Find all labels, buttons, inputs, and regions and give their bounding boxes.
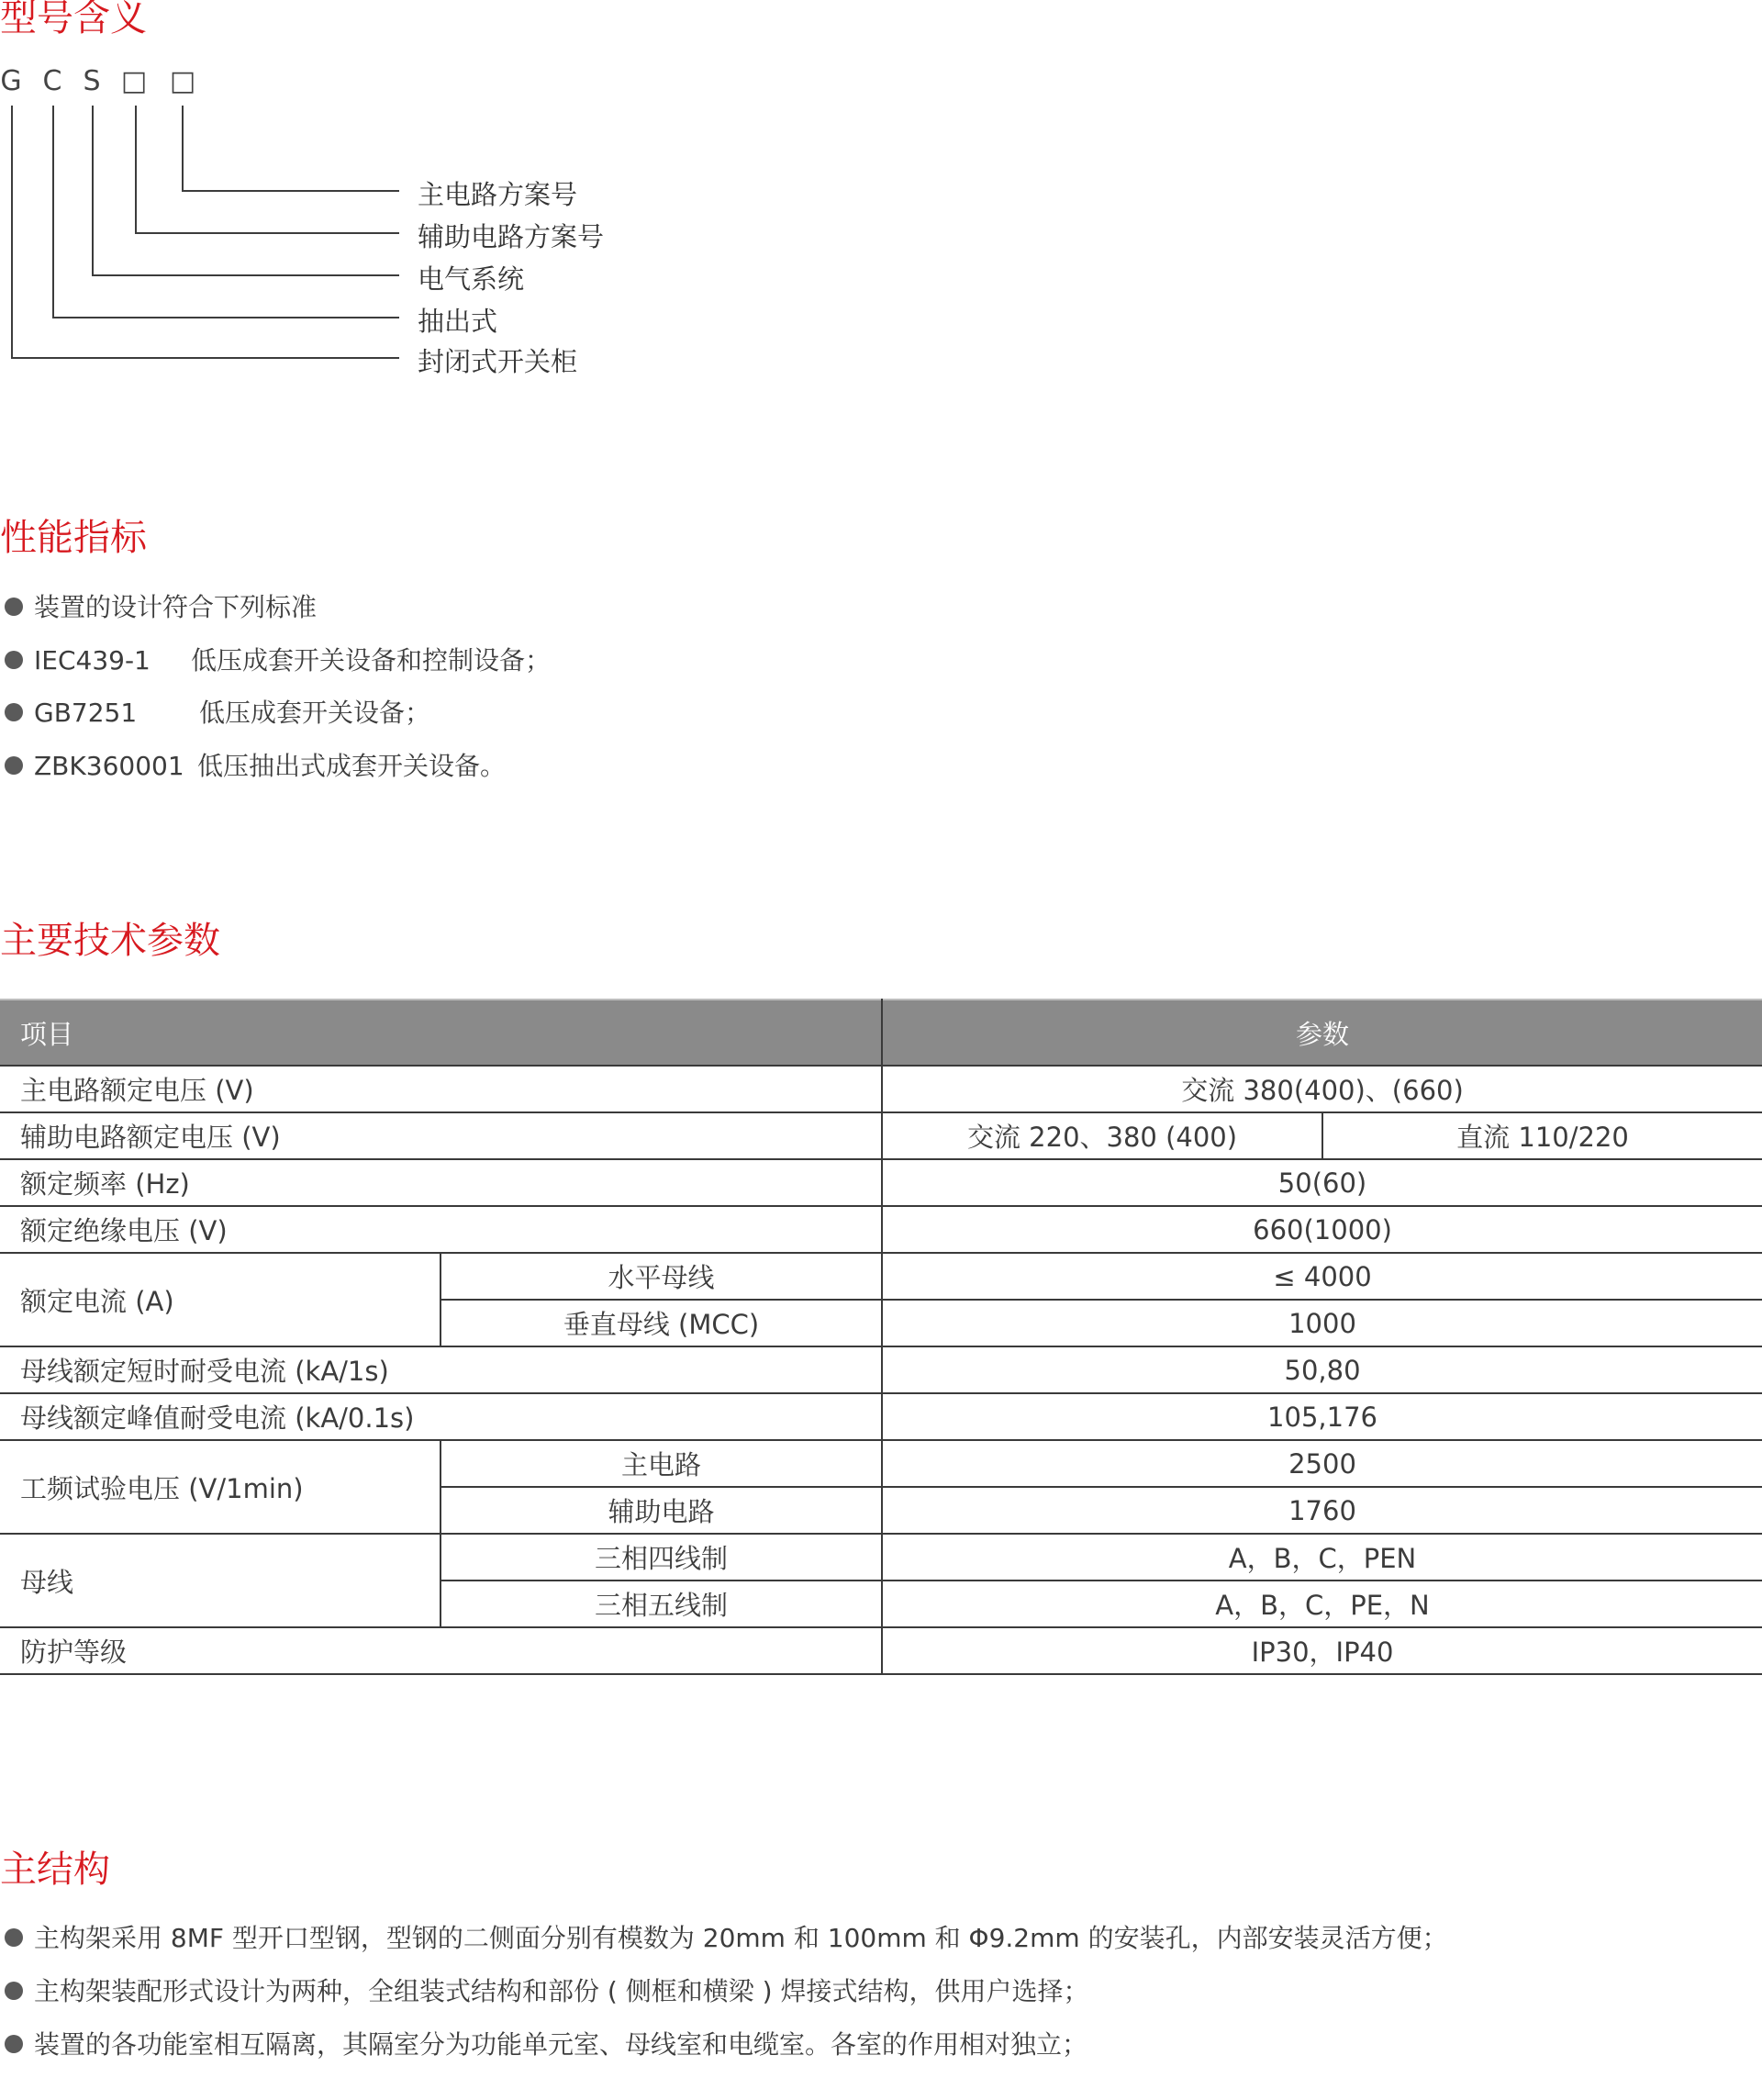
connector-line <box>135 106 137 234</box>
table-row <box>0 1066 1762 1112</box>
row-sublabel: 辅助电路 <box>440 1487 882 1534</box>
row-label: 母线 <box>0 1534 440 1627</box>
row-label: 主电路额定电压 (V) <box>0 1066 882 1112</box>
connector-line <box>11 357 399 359</box>
table-header-row <box>0 1000 1762 1066</box>
label-aux-circuit-scheme: 辅助电路方案号 <box>418 221 605 252</box>
row-value: A，B，C，PEN <box>882 1534 1762 1581</box>
row-value: IP30，IP40 <box>882 1627 1762 1674</box>
table-row <box>0 1393 1762 1440</box>
bullet-icon <box>5 598 23 616</box>
row-value: 2500 <box>882 1440 1762 1487</box>
table-row <box>0 1346 1762 1393</box>
connector-line <box>92 274 399 276</box>
label-main-circuit-scheme: 主电路方案号 <box>418 179 578 210</box>
row-value: 50(60) <box>882 1159 1762 1206</box>
table-row <box>0 1253 1762 1300</box>
row-value-dc: 直流 110/220 <box>1322 1112 1762 1159</box>
table-row <box>0 1206 1762 1253</box>
bullet-icon <box>5 2035 23 2053</box>
bullet-icon <box>5 756 23 775</box>
header-param: 参数 <box>882 1000 1762 1066</box>
standard-desc: 低压成套开关设备和控制设备； <box>191 645 552 676</box>
row-label: 额定电流 (A) <box>0 1253 440 1346</box>
list-item: 装置的各功能室相互隔离，其隔室分为功能单元室、母线室和电缆室。各室的作用相对独立； <box>0 2032 1087 2058</box>
row-label: 母线额定峰值耐受电流 (kA/0.1s) <box>0 1393 882 1440</box>
section-title-performance: 性能指标 <box>0 517 147 559</box>
standard-desc: 低压抽出式成套开关设备。 <box>197 751 507 781</box>
section-title-structure: 主结构 <box>0 1849 110 1891</box>
row-sublabel: 垂直母线 (MCC) <box>440 1300 882 1346</box>
section-title-params: 主要技术参数 <box>0 920 220 962</box>
code-letter-main-box: □ <box>169 65 196 97</box>
row-value: 660(1000) <box>882 1206 1762 1253</box>
row-sublabel: 三相四线制 <box>440 1534 882 1581</box>
table-row <box>0 1112 1762 1159</box>
connector-line <box>92 106 94 276</box>
row-value: 1760 <box>882 1487 1762 1534</box>
list-item <box>0 645 552 676</box>
bullet-icon <box>5 1982 23 2000</box>
table-row <box>0 1159 1762 1206</box>
connector-line <box>182 190 399 192</box>
bullet-icon <box>5 651 23 669</box>
list-item: 装置的设计符合下列标准 <box>0 595 317 620</box>
row-value: 50,80 <box>882 1346 1762 1393</box>
connector-line <box>52 317 399 318</box>
row-value: 交流 380(400)、(660) <box>882 1066 1762 1112</box>
standard-code: ZBK360001 <box>34 751 184 781</box>
code-letter-c: C <box>42 65 62 97</box>
standard-code: GB7251 <box>34 698 138 728</box>
list-item: 主构架装配形式设计为两种，全组装式结构和部份 ( 侧框和横梁 ) 焊接式结构，供用户选择； <box>0 1979 1088 2005</box>
list-item <box>0 700 430 726</box>
connector-line <box>11 106 13 359</box>
standard-desc: 低压成套开关设备； <box>199 698 431 728</box>
row-label: 工频试验电压 (V/1min) <box>0 1440 440 1534</box>
row-value-ac: 交流 220、380 (400) <box>882 1112 1322 1159</box>
connector-line <box>135 232 399 234</box>
connector-line <box>52 106 54 318</box>
list-item <box>0 751 507 781</box>
code-letter-s: S <box>83 65 101 97</box>
row-sublabel: 三相五线制 <box>440 1581 882 1627</box>
row-label: 额定频率 (Hz) <box>0 1159 882 1206</box>
connector-line <box>182 106 184 192</box>
bullet-icon <box>5 703 23 721</box>
row-value: ≤ 4000 <box>882 1253 1762 1300</box>
table-row <box>0 1534 1762 1581</box>
row-label: 母线额定短时耐受电流 (kA/1s) <box>0 1346 882 1393</box>
list-item: 主构架采用 8MF 型开口型钢，型钢的二侧面分别有模数为 20mm 和 100mm 和 Φ9.2mm 的安装孔，内部安装灵活方便； <box>0 1926 1448 1951</box>
standard-code: IEC439-1 <box>34 645 151 676</box>
label-enclosed-switchgear: 封闭式开关柜 <box>418 346 578 377</box>
section-title-model: 型号含义 <box>0 0 147 39</box>
table-row <box>0 1627 1762 1674</box>
row-sublabel: 主电路 <box>440 1440 882 1487</box>
row-sublabel: 水平母线 <box>440 1253 882 1300</box>
row-label: 防护等级 <box>0 1627 882 1674</box>
code-letter-aux-box: □ <box>120 65 148 97</box>
row-value: 105,176 <box>882 1393 1762 1440</box>
code-letter-g: G <box>0 65 22 97</box>
label-draw-out: 抽出式 <box>418 306 498 337</box>
row-label: 额定绝缘电压 (V) <box>0 1206 882 1253</box>
row-value: 1000 <box>882 1300 1762 1346</box>
row-value: A，B，C，PE，N <box>882 1581 1762 1627</box>
label-electrical-system: 电气系统 <box>418 263 525 295</box>
table-row <box>0 1440 1762 1487</box>
bullet-icon <box>5 1928 23 1947</box>
header-item: 项目 <box>0 1000 882 1066</box>
spec-table <box>0 999 1762 1675</box>
row-label: 辅助电路额定电压 (V) <box>0 1112 882 1159</box>
